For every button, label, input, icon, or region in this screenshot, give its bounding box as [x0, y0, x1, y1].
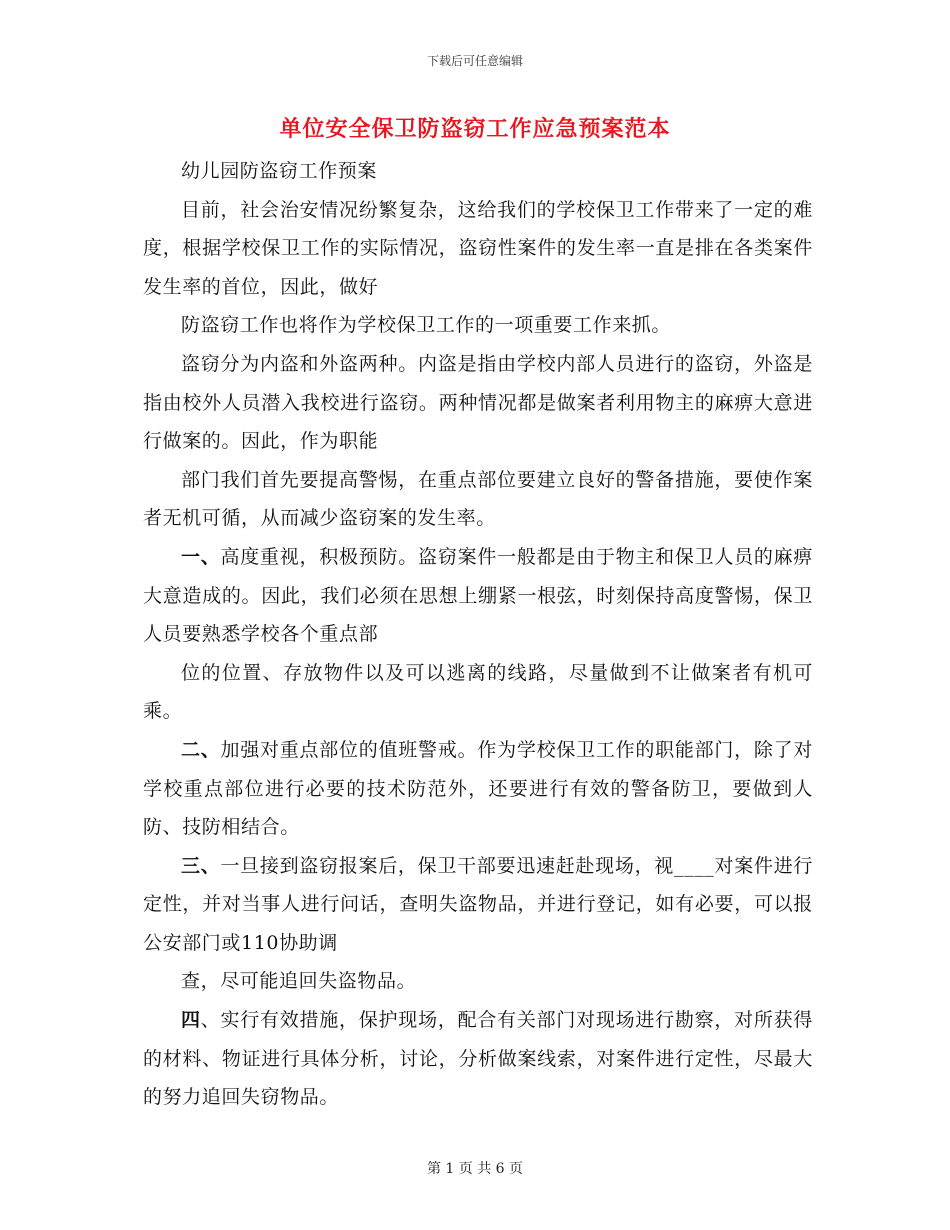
- paragraph-text: 目前，社会治安情况纷繁复杂，这给我们的学校保卫工作带来了一定的难度，根据学校保卫工作的实际情况，盗窃性案件的发生率一直是排在各类案件发生率的首位，因此，做好: [143, 198, 813, 298]
- paragraph-lead: 二、: [181, 738, 221, 761]
- paragraph-text: 加强对重点部位的值班警戒。作为学校保卫工作的职能部门，除了对学校重点部位进行必要的技术防范外，还要进行有效的警备防卫，要做到人防、技防相结合。: [143, 738, 813, 839]
- page-footer-number: 第 1 页 共 6 页: [426, 1161, 524, 1177]
- paragraph-11: [143, 1001, 813, 1117]
- paragraph-lead: 一、: [181, 545, 221, 568]
- paragraph-text: 位的位置、存放物件以及可以逃离的线路，尽量做到不让做案者有机可乘。: [143, 661, 813, 723]
- paragraph-text: 部门我们首先要提高警惕，在重点部位要建立良好的警备措施，要使作案者无机可循，从而减少盗窃案的发生率。: [143, 468, 813, 530]
- document-body: [143, 152, 813, 1117]
- paragraph-2: [143, 191, 813, 307]
- paragraph-10: [143, 962, 813, 1001]
- paragraph-9: [143, 847, 813, 963]
- page-header-note: 下载后可任意编辑: [426, 54, 523, 68]
- paragraph-text: 盗窃分为内盗和外盗两种。内盗是指由学校内部人员进行的盗窃，外盗是指由校外人员潜入我校进行盗窃。两种情况都是做案者利用物主的麻痹大意进行做案的。因此，作为职能: [143, 352, 813, 453]
- paragraph-text: 查，尽可能追回失盗物品。: [181, 970, 417, 993]
- paragraph-5: [143, 461, 813, 538]
- paragraph-text: 高度重视，积极预防。盗窃案件一般都是由于物主和保卫人员的麻痹大意造成的。因此，我们必须在思想上绷紧一根弦，时刻保持高度警惕，保卫人员要熟悉学校各个重点部: [143, 545, 813, 646]
- paragraph-text: 幼儿园防盗窃工作预案: [181, 160, 378, 182]
- paragraph-text: 一旦接到盗窃报案后，保卫干部要迅速赶赴现场，视____对案件进行定性，并对当事人进行问话，查明失盗物品，并进行登记，如有必要，可以报公安部门或110协助调: [143, 854, 814, 954]
- paragraph-7: [143, 654, 813, 731]
- paragraph-lead: 四: [181, 1009, 201, 1032]
- paragraph-text: 防盗窃工作也将作为学校保卫工作的一项重要工作来抓。: [181, 314, 672, 337]
- paragraph-4: [143, 345, 813, 461]
- paragraph-text: 、实行有效措施，保护现场，配合有关部门对现场进行勘察，对所获得的材料、物证进行具体分析，讨论，分析做案线索，对案件进行定性，尽最大的努力追回失窃物品。: [143, 1009, 813, 1109]
- paragraph-6: [143, 538, 813, 654]
- paragraph-lead: 三、: [181, 854, 221, 877]
- paragraph-8: [143, 731, 813, 847]
- paragraph-3: [143, 306, 813, 345]
- paragraph-1: [143, 152, 813, 191]
- document-title: 单位安全保卫防盗窃工作应急预案范本: [279, 116, 671, 142]
